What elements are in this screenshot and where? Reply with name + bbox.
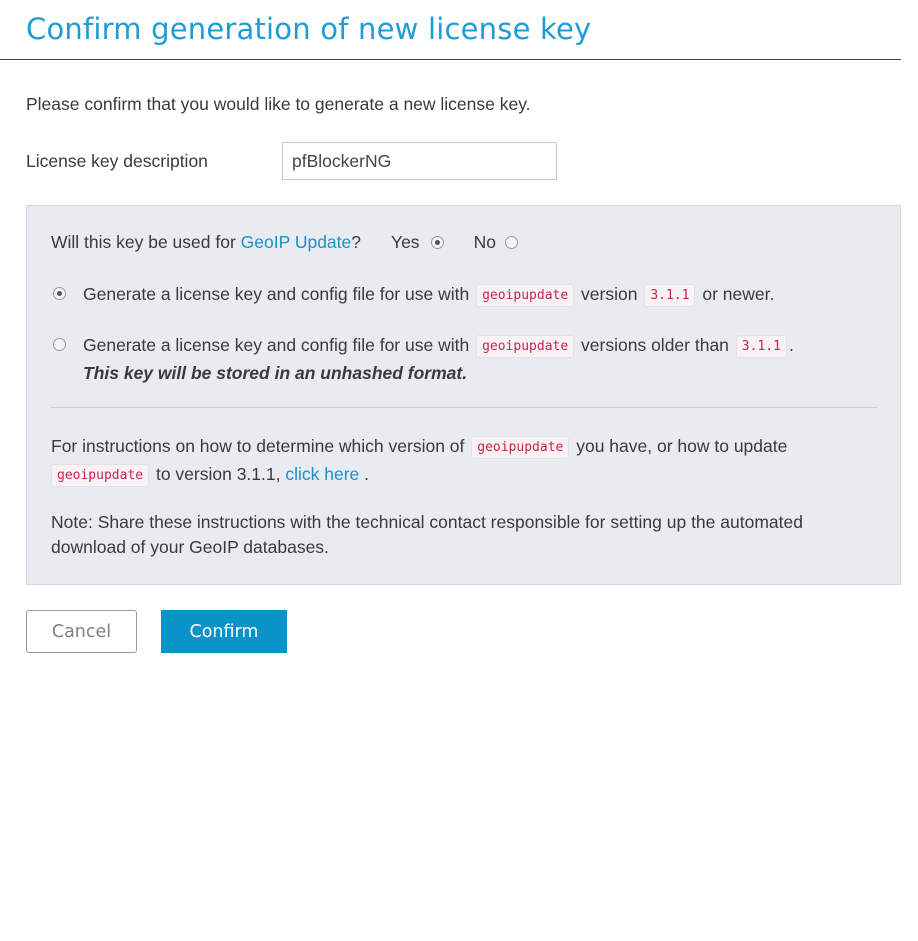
geoipupdate-code: geoipupdate — [51, 464, 149, 487]
instructions-text — [51, 433, 881, 489]
instructions-part3: to version 3.1.1, — [155, 464, 281, 484]
instructions-part4: . — [364, 464, 370, 484]
geoip-options-panel — [26, 205, 901, 585]
note-text: Note: Share these instructions with the technical contact responsible for setting up the automated download of your GeoIP databases. — [51, 512, 803, 557]
yes-radio[interactable] — [431, 236, 444, 249]
option-new-version-middle: version — [581, 284, 638, 304]
description-label: License key description — [26, 151, 208, 171]
geoip-update-link[interactable]: GeoIP Update — [240, 232, 352, 252]
option-old-version-suffix: . — [788, 335, 794, 355]
geoipupdate-code: geoipupdate — [471, 436, 569, 459]
geoipupdate-code: geoipupdate — [476, 335, 574, 358]
version-code: 3.1.1 — [644, 284, 695, 307]
option-old-version-middle: versions older than — [581, 335, 729, 355]
panel-divider — [51, 407, 877, 408]
no-label: No — [473, 232, 496, 252]
instructions-part2: you have, or how to update — [576, 436, 788, 456]
geoip-question-row — [51, 232, 518, 253]
option-old-version-text — [83, 332, 794, 386]
yes-label: Yes — [391, 232, 420, 252]
option-old-version-radio[interactable] — [53, 338, 66, 351]
question-prefix: Will this key be used for — [51, 232, 236, 252]
click-here-link[interactable]: click here — [285, 464, 360, 484]
unhashed-warning: This key will be stored in an unhashed format. — [83, 363, 468, 383]
confirm-button[interactable]: Confirm — [161, 610, 287, 653]
intro-text: Please confirm that you would like to generate a new license key. — [26, 94, 531, 114]
option-new-version-radio[interactable] — [53, 287, 66, 300]
description-input[interactable] — [282, 142, 557, 180]
geoipupdate-code: geoipupdate — [476, 284, 574, 307]
question-suffix: ? — [351, 232, 361, 252]
title-divider — [0, 59, 901, 60]
instructions-part1: For instructions on how to determine which version of — [51, 436, 465, 456]
version-code: 3.1.1 — [736, 335, 787, 358]
option-new-version-text — [83, 281, 774, 309]
option-new-version-suffix: or newer. — [702, 284, 775, 304]
page-title: Confirm generation of new license key — [26, 12, 592, 46]
cancel-button[interactable]: Cancel — [26, 610, 137, 653]
option-new-version-prefix: Generate a license key and config file for use with — [83, 284, 470, 304]
no-radio[interactable] — [505, 236, 518, 249]
option-old-version-prefix: Generate a license key and config file for use with — [83, 335, 470, 355]
